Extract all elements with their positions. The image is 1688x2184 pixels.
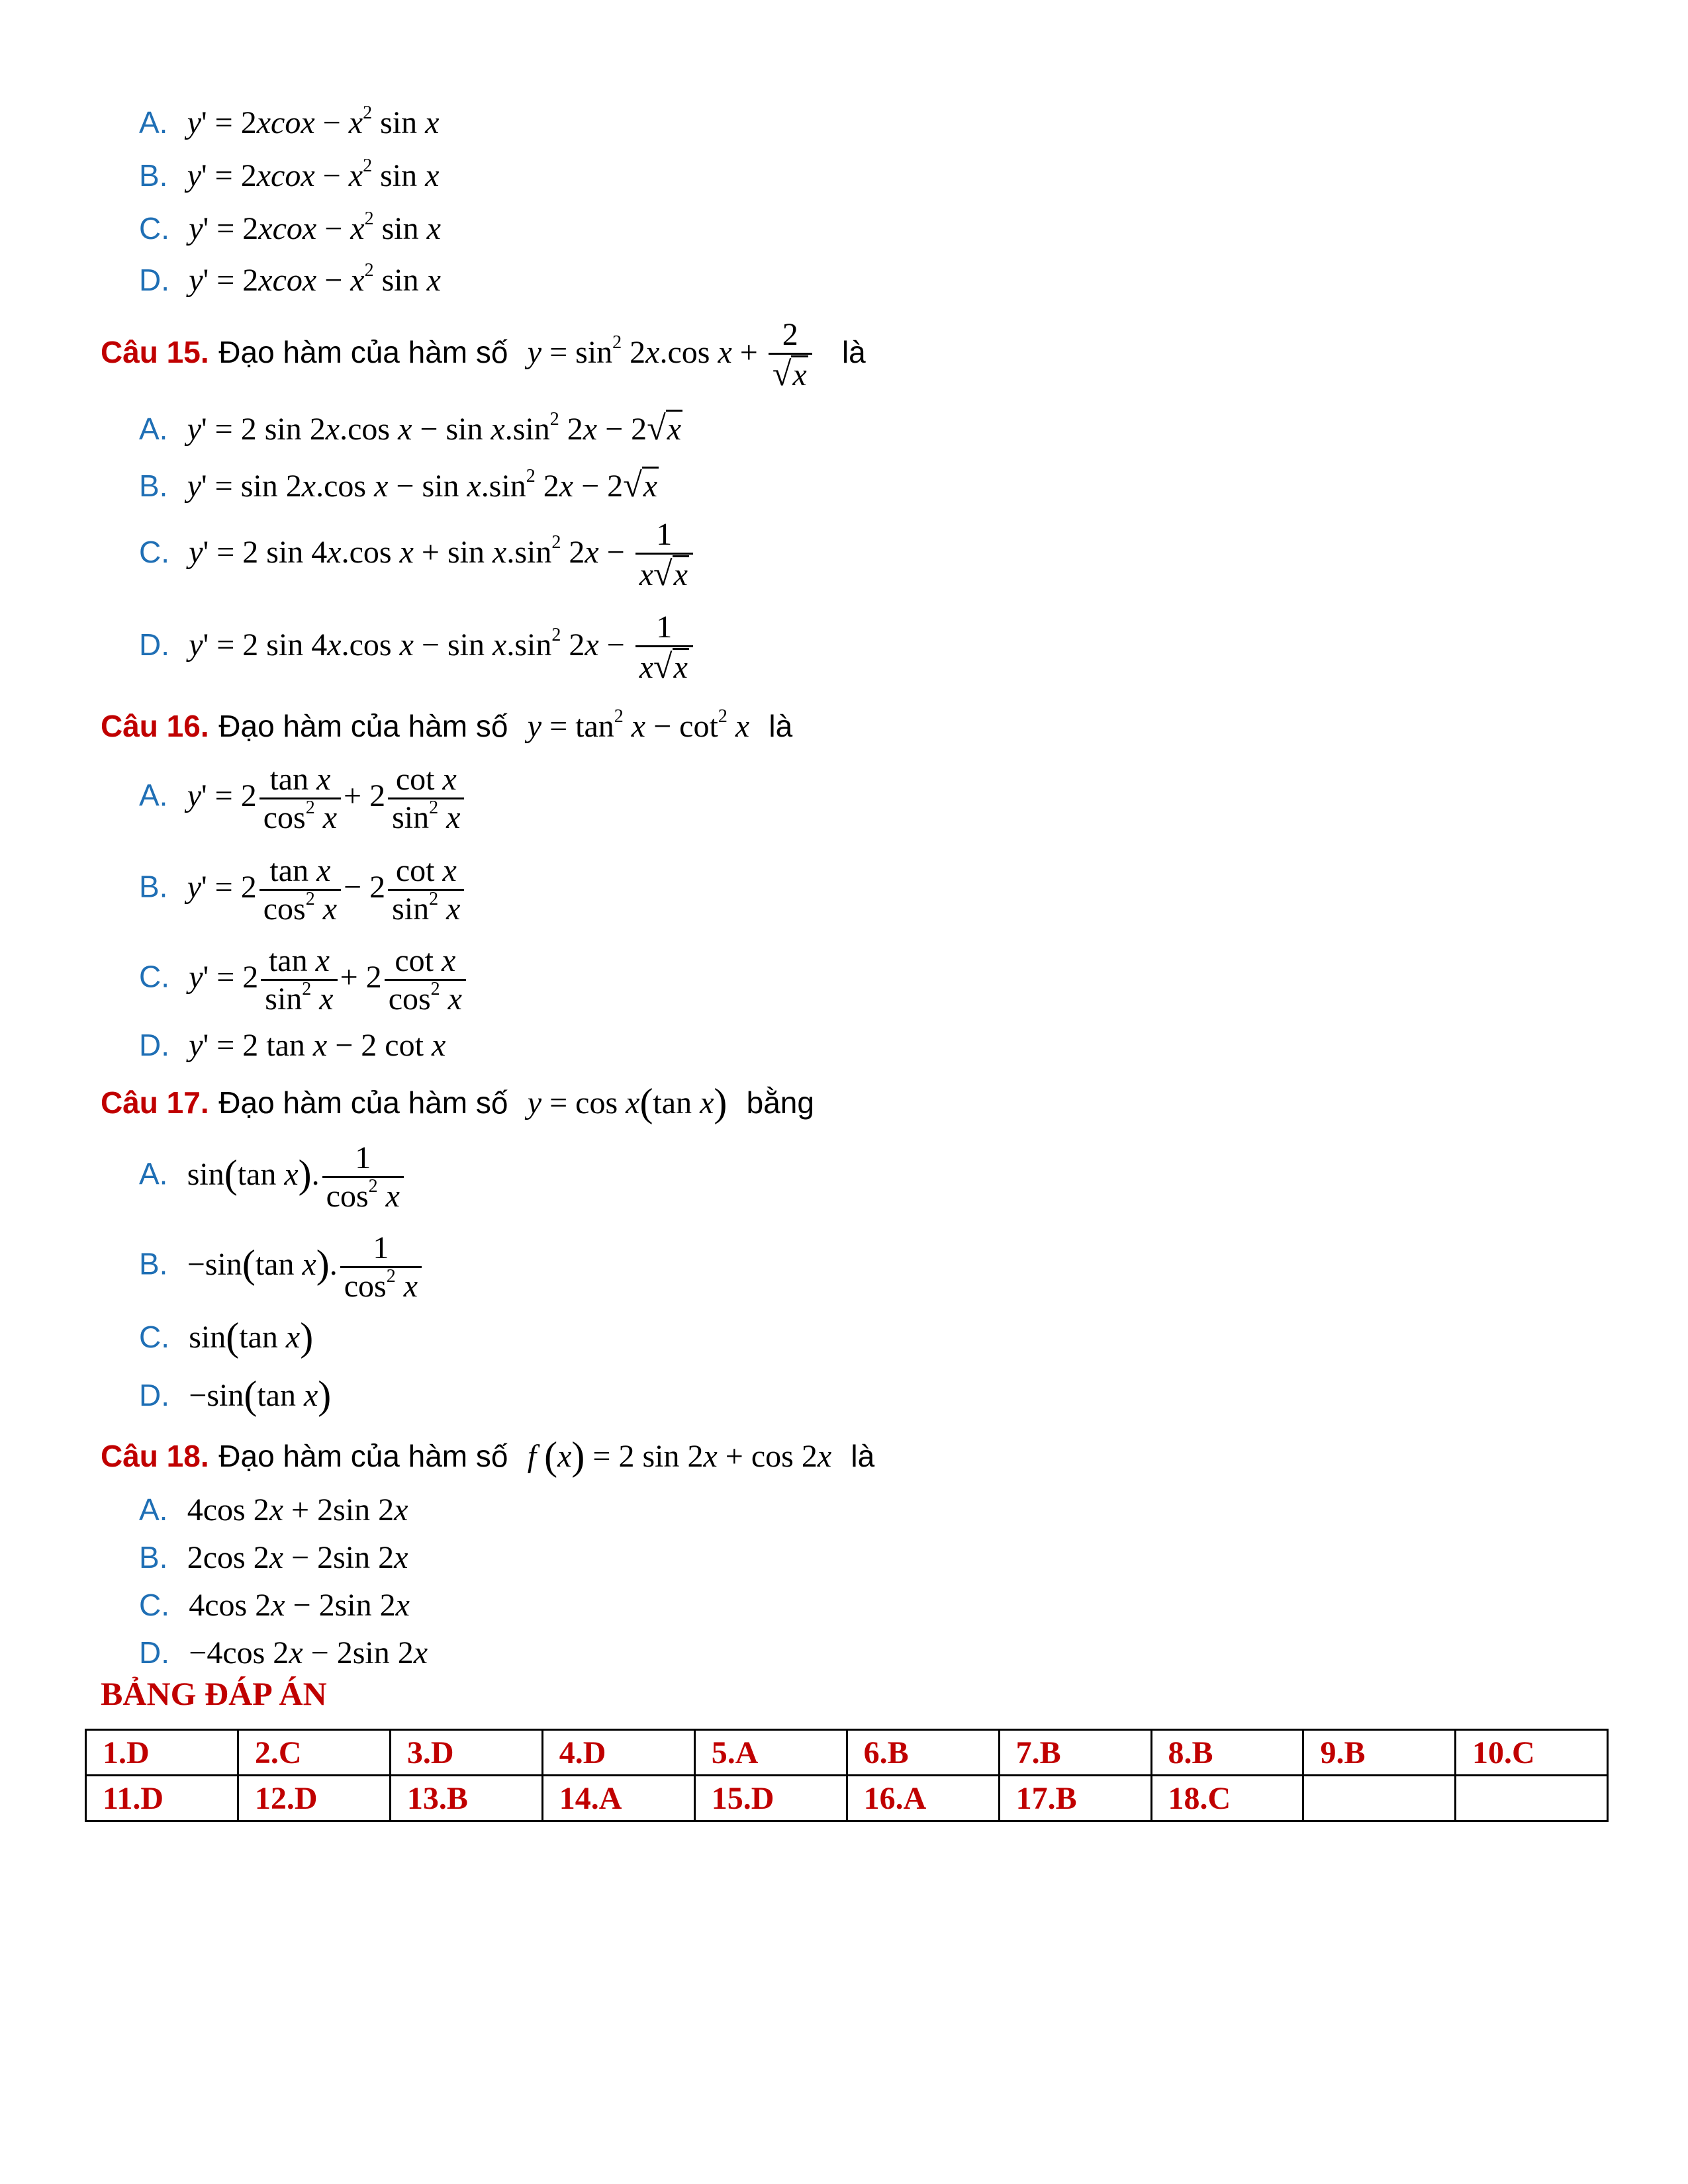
answer-cell: 13.B <box>390 1776 542 1821</box>
answer-cell: 12.D <box>238 1776 390 1821</box>
q16-stem: Câu 16. Đạo hàm của hàm số $y = \tan^2 x - \cot^2 x$ là <box>101 706 793 744</box>
answer-cell: 6.B <box>847 1730 999 1776</box>
q17-option-d-formula: −sin(tan x) <box>189 1373 332 1417</box>
answer-cell: 5.A <box>694 1730 847 1776</box>
answer-table-title: BẢNG ĐÁP ÁN <box>101 1675 327 1712</box>
answer-cell: 11.D <box>86 1776 238 1821</box>
q18-option-c: C. 4cos 2x − 2sin 2x <box>139 1588 410 1623</box>
q14-option-c-formula: y' = 2xcox − $x^2$ sin x <box>189 208 441 246</box>
q17-option-b-formula: −sin(tan x). $\frac{1}{\cos^2 x}$ <box>187 1247 424 1282</box>
q18-option-b-formula: 2cos 2x − 2sin 2x <box>187 1540 408 1575</box>
q16-option-a-formula: y' = 2 $\frac{\text{tan x}}{\cos^2 x}$ + 2 $\frac{\text{cot x}}{\sin^2 x}$ <box>187 778 467 813</box>
q17-option-a-formula: sin(tan x). $\frac{1}{\cos^2 x}$ <box>187 1157 406 1192</box>
q16-function: $y = \tan^2 x - \cot^2 x$ <box>527 706 750 744</box>
answer-cell: 9.B <box>1303 1730 1455 1776</box>
q15-option-b: B. y' = sin 2x.cos $x - \sin x.\sin^2$ 2x − 2√x <box>139 466 658 504</box>
q16-option-a: A. y' = 2 $\frac{\text{tan x}}{\cos^2 x}$ + 2 $\frac{\text{cot x}}{\sin^2 x}$ <box>139 761 467 836</box>
q17-option-a: A. sin(tan x). $\frac{1}{\cos^2 x}$ <box>139 1140 406 1214</box>
q17-function: y = cos x(tan x) <box>527 1081 727 1124</box>
q18-stem: Câu 18. Đạo hàm của hàm số f (x) = 2 sin 2x + cos 2x là <box>101 1434 875 1478</box>
answer-cell <box>1303 1776 1455 1821</box>
answer-cell: 16.A <box>847 1776 999 1821</box>
q14-option-a-formula: y' = 2xcox − $x^2$ sin x <box>187 103 440 140</box>
answer-cell: 1.D <box>86 1730 238 1776</box>
q15-option-a-formula: y' = 2 sin 2x.cos $x - \sin x.\sin^2$ 2x − 2√x <box>187 409 682 447</box>
q16-option-c-formula: y' = 2 $\frac{\text{tan x}}{\sin^2 x}$ + 2 $\frac{\text{cot x}}{\cos^2 x}$ <box>189 960 469 995</box>
q18-option-b: B. 2cos 2x − 2sin 2x <box>139 1540 408 1575</box>
answer-cell: 3.D <box>390 1730 542 1776</box>
q15-option-d: D. y' = 2 sin 4x.cos $x - \sin x.\sin^2$ 2x − $\frac{1}{x√x}$ <box>139 609 696 687</box>
q18-option-a: A. 4cos 2x + 2sin 2x <box>139 1492 408 1527</box>
answer-cell: 18.C <box>1151 1776 1303 1821</box>
answer-cell: 10.C <box>1455 1730 1607 1776</box>
q17-option-b: B. −sin(tan x). $\frac{1}{\cos^2 x}$ <box>139 1230 424 1304</box>
answer-cell: 15.D <box>694 1776 847 1821</box>
q14-option-d: D. y' = 2xcox − $x^2$ sin x <box>139 260 441 298</box>
q18-option-d-formula: −4cos 2x − 2sin 2x <box>189 1635 428 1670</box>
q15-stem: Câu 15. Đạo hàm của hàm số $y = \sin^2 2x.\cos$ x + $\frac{2}{√x}$ là <box>101 317 866 394</box>
q15-option-a: A. y' = 2 sin 2x.cos $x - \sin x.\sin^2$ 2x − 2√x <box>139 409 682 447</box>
answer-cell: 8.B <box>1151 1730 1303 1776</box>
q14-option-b-formula: y' = 2xcox − $x^2$ sin x <box>187 156 440 193</box>
table-row <box>86 1776 1608 1821</box>
q18-function: f (x) = 2 sin 2x + cos 2x <box>527 1434 832 1478</box>
q18-option-c-formula: 4cos 2x − 2sin 2x <box>189 1588 410 1623</box>
q16-option-c: C. y' = 2 $\frac{\text{tan x}}{\sin^2 x}$ + 2 $\frac{\text{cot x}}{\cos^2 x}$ <box>139 942 469 1017</box>
answer-cell: 17.B <box>999 1776 1151 1821</box>
q14-option-a: A. y' = 2xcox − $x^2$ sin x <box>139 103 440 140</box>
table-row <box>86 1730 1608 1776</box>
answer-cell: 4.D <box>542 1730 694 1776</box>
q17-option-c: C. sin(tan x) <box>139 1315 314 1359</box>
q14-option-c: C. y' = 2xcox − $x^2$ sin x <box>139 208 441 246</box>
answer-cell: 7.B <box>999 1730 1151 1776</box>
q17-option-c-formula: sin(tan x) <box>189 1315 314 1359</box>
q16-option-b: B. y' = 2 $\frac{\text{tan x}}{\cos^2 x}$ − 2 $\frac{\text{cot x}}{\sin^2 x}$ <box>139 852 467 927</box>
q17-option-d: D. −sin(tan x) <box>139 1373 332 1417</box>
q15-function: $y = \sin^2 2x.\cos$ x + $\frac{2}{√x}$ <box>528 335 823 370</box>
answer-cell: 14.A <box>542 1776 694 1821</box>
answer-cell: 2.C <box>238 1730 390 1776</box>
q14-option-d-formula: y' = 2xcox − $x^2$ sin x <box>189 260 441 298</box>
q16-option-d-formula: y' = 2 tan x − 2 cot x <box>189 1028 446 1063</box>
answer-table <box>85 1729 1609 1822</box>
q18-option-d: D. −4cos 2x − 2sin 2x <box>139 1635 428 1670</box>
q16-option-d: D. y' = 2 tan x − 2 cot x <box>139 1028 446 1063</box>
q18-option-a-formula: 4cos 2x + 2sin 2x <box>187 1492 408 1527</box>
q15-option-d-formula: y' = 2 sin 4x.cos $x - \sin x.\sin^2$ 2x − $\frac{1}{x√x}$ <box>189 627 696 662</box>
q16-option-b-formula: y' = 2 $\frac{\text{tan x}}{\cos^2 x}$ − 2 $\frac{\text{cot x}}{\sin^2 x}$ <box>187 870 467 905</box>
q15-option-c: C. y' = 2 sin 4x.cos $x + \sin x.\sin^2$ 2x − $\frac{1}{x√x}$ <box>139 516 696 594</box>
answer-cell <box>1455 1776 1607 1821</box>
q15-option-c-formula: y' = 2 sin 4x.cos $x + \sin x.\sin^2$ 2x − $\frac{1}{x√x}$ <box>189 535 696 570</box>
q17-stem: Câu 17. Đạo hàm của hàm số y = cos x(tan x) bằng <box>101 1081 814 1124</box>
q14-option-b: B. y' = 2xcox − $x^2$ sin x <box>139 156 440 193</box>
q15-option-b-formula: y' = sin 2x.cos $x - \sin x.\sin^2$ 2x − 2√x <box>187 466 658 504</box>
